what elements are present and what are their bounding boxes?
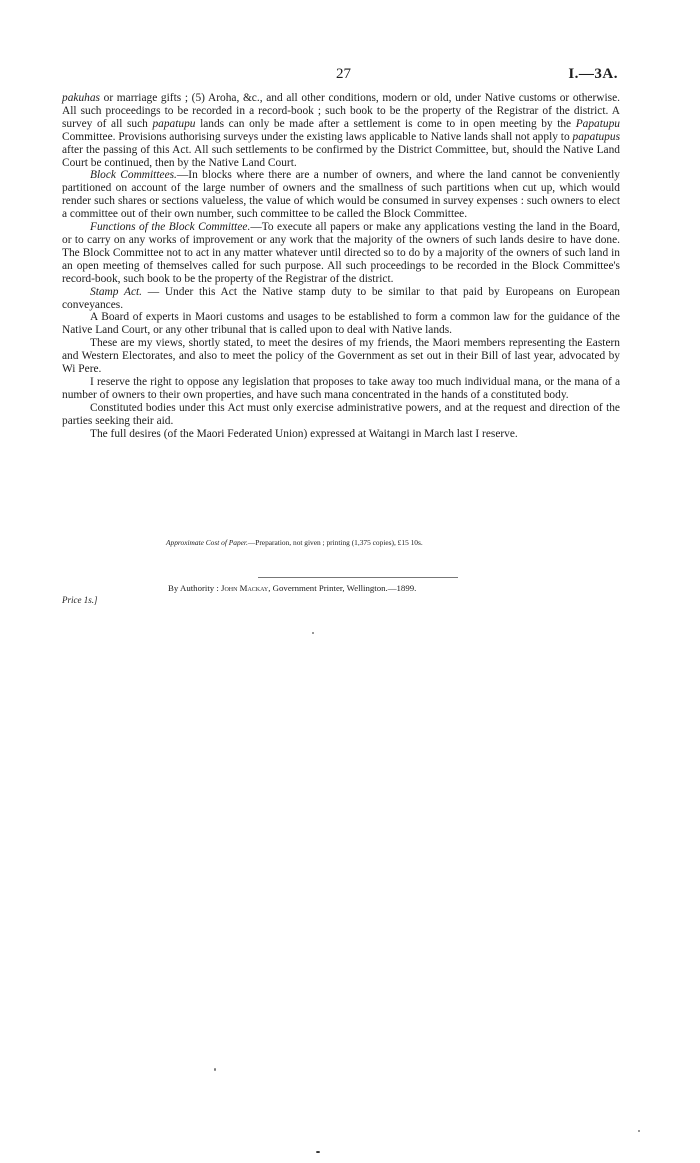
page-number: 27 bbox=[336, 66, 351, 82]
scan-speck bbox=[638, 1130, 640, 1132]
paragraph-full-desires: The full desires (of the Maori Federated Union) expressed at Waitangi in March last I reserve. bbox=[90, 427, 518, 440]
paragraph-views: These are my views, shortly stated, to meet the desires of my friends, the Maori members representing the Eastern and Western Electorates, and also to meet the policy of the Government as set out in their Bill of last year, advocated by Wi Pere. bbox=[62, 337, 620, 376]
scan-speck bbox=[312, 632, 314, 634]
paper-reference: I.—3A. bbox=[568, 66, 618, 82]
printer-imprint: By Authority : John Mackay, Government Printer, Wellington.—1899. bbox=[168, 583, 417, 593]
divider bbox=[258, 577, 458, 578]
body-text bbox=[62, 92, 620, 440]
paragraph-functions: Functions of the Block Committee.—To execute all papers or make any applications vesting the land in the Board, or to carry on any works of improvement or any work that the majority of the owners of such lands desire to have done. The Block Committee not to act in any matter whatever until directed so to do by a majority of the owners of such land in an open meeting of themselves called for such purpose. All such proceedings to be recorded in the Block Committee's record-book, such book to be the property of the Registrar of the district. bbox=[62, 221, 620, 285]
section-heading: Stamp Act. bbox=[90, 285, 143, 298]
section-heading: Functions of the Block Committee. bbox=[90, 221, 251, 234]
cost-note: Approximate Cost of Paper.—Preparation, not given ; printing (1,375 copies), £15 10s. bbox=[166, 538, 423, 547]
paragraph-block-committees: Block Committees.—In blocks where there are a number of owners, and where the land cannot be conveniently partitioned on account of the large number of owners and the smallness of such partitions when cut up, which would render such shares or sections valueless, the value of which would be consumed in survey expenses : such owners to elect a committee out of their own number, such committee to be called the Block Committee. bbox=[62, 169, 620, 221]
scan-speck bbox=[316, 1151, 320, 1153]
paragraph-reserve-right: I reserve the right to oppose any legislation that proposes to take away too much individual mana, or the mana of a number of owners to their own properties, and have such mana concentrated in the hands of a constituted body. bbox=[62, 375, 620, 401]
section-heading: Block Committees. bbox=[90, 169, 177, 182]
scan-speck bbox=[214, 1068, 216, 1071]
paragraph-stamp-act: Stamp Act. — Under this Act the Native stamp duty to be similar to that paid by Europeans on European conveyances. bbox=[62, 285, 620, 311]
paragraph-board-of-experts: A Board of experts in Maori customs and usages to be established to form a common law for the guidance of the Native Land Court, or any other tribunal that is called upon to deal with Native lands. bbox=[62, 311, 620, 337]
price-note: Price 1s.] bbox=[62, 595, 98, 605]
paragraph-marriage-gifts: pakuhas or marriage gifts ; (5) Aroha, &c., and all other conditions, modern or old, under Native customs or otherwise. All such proceedings to be recorded in a record-book ; such book to be the property of the Registrar of the district. A survey of all such papatupu lands can only be made after a settlement is come to in open meeting by the Papatupu Committee. Provisions authorising surveys under the existing laws applicable to Native lands shall not apply to papatupus after the passing of this Act. All such settlements to be confirmed by the District Committee, but, should the Native Land Court be continued, then by the Native Land Court. bbox=[62, 92, 620, 169]
paragraph-constituted-bodies: Constituted bodies under this Act must only exercise administrative powers, and at the request and direction of the parties seeking their aid. bbox=[62, 401, 620, 427]
